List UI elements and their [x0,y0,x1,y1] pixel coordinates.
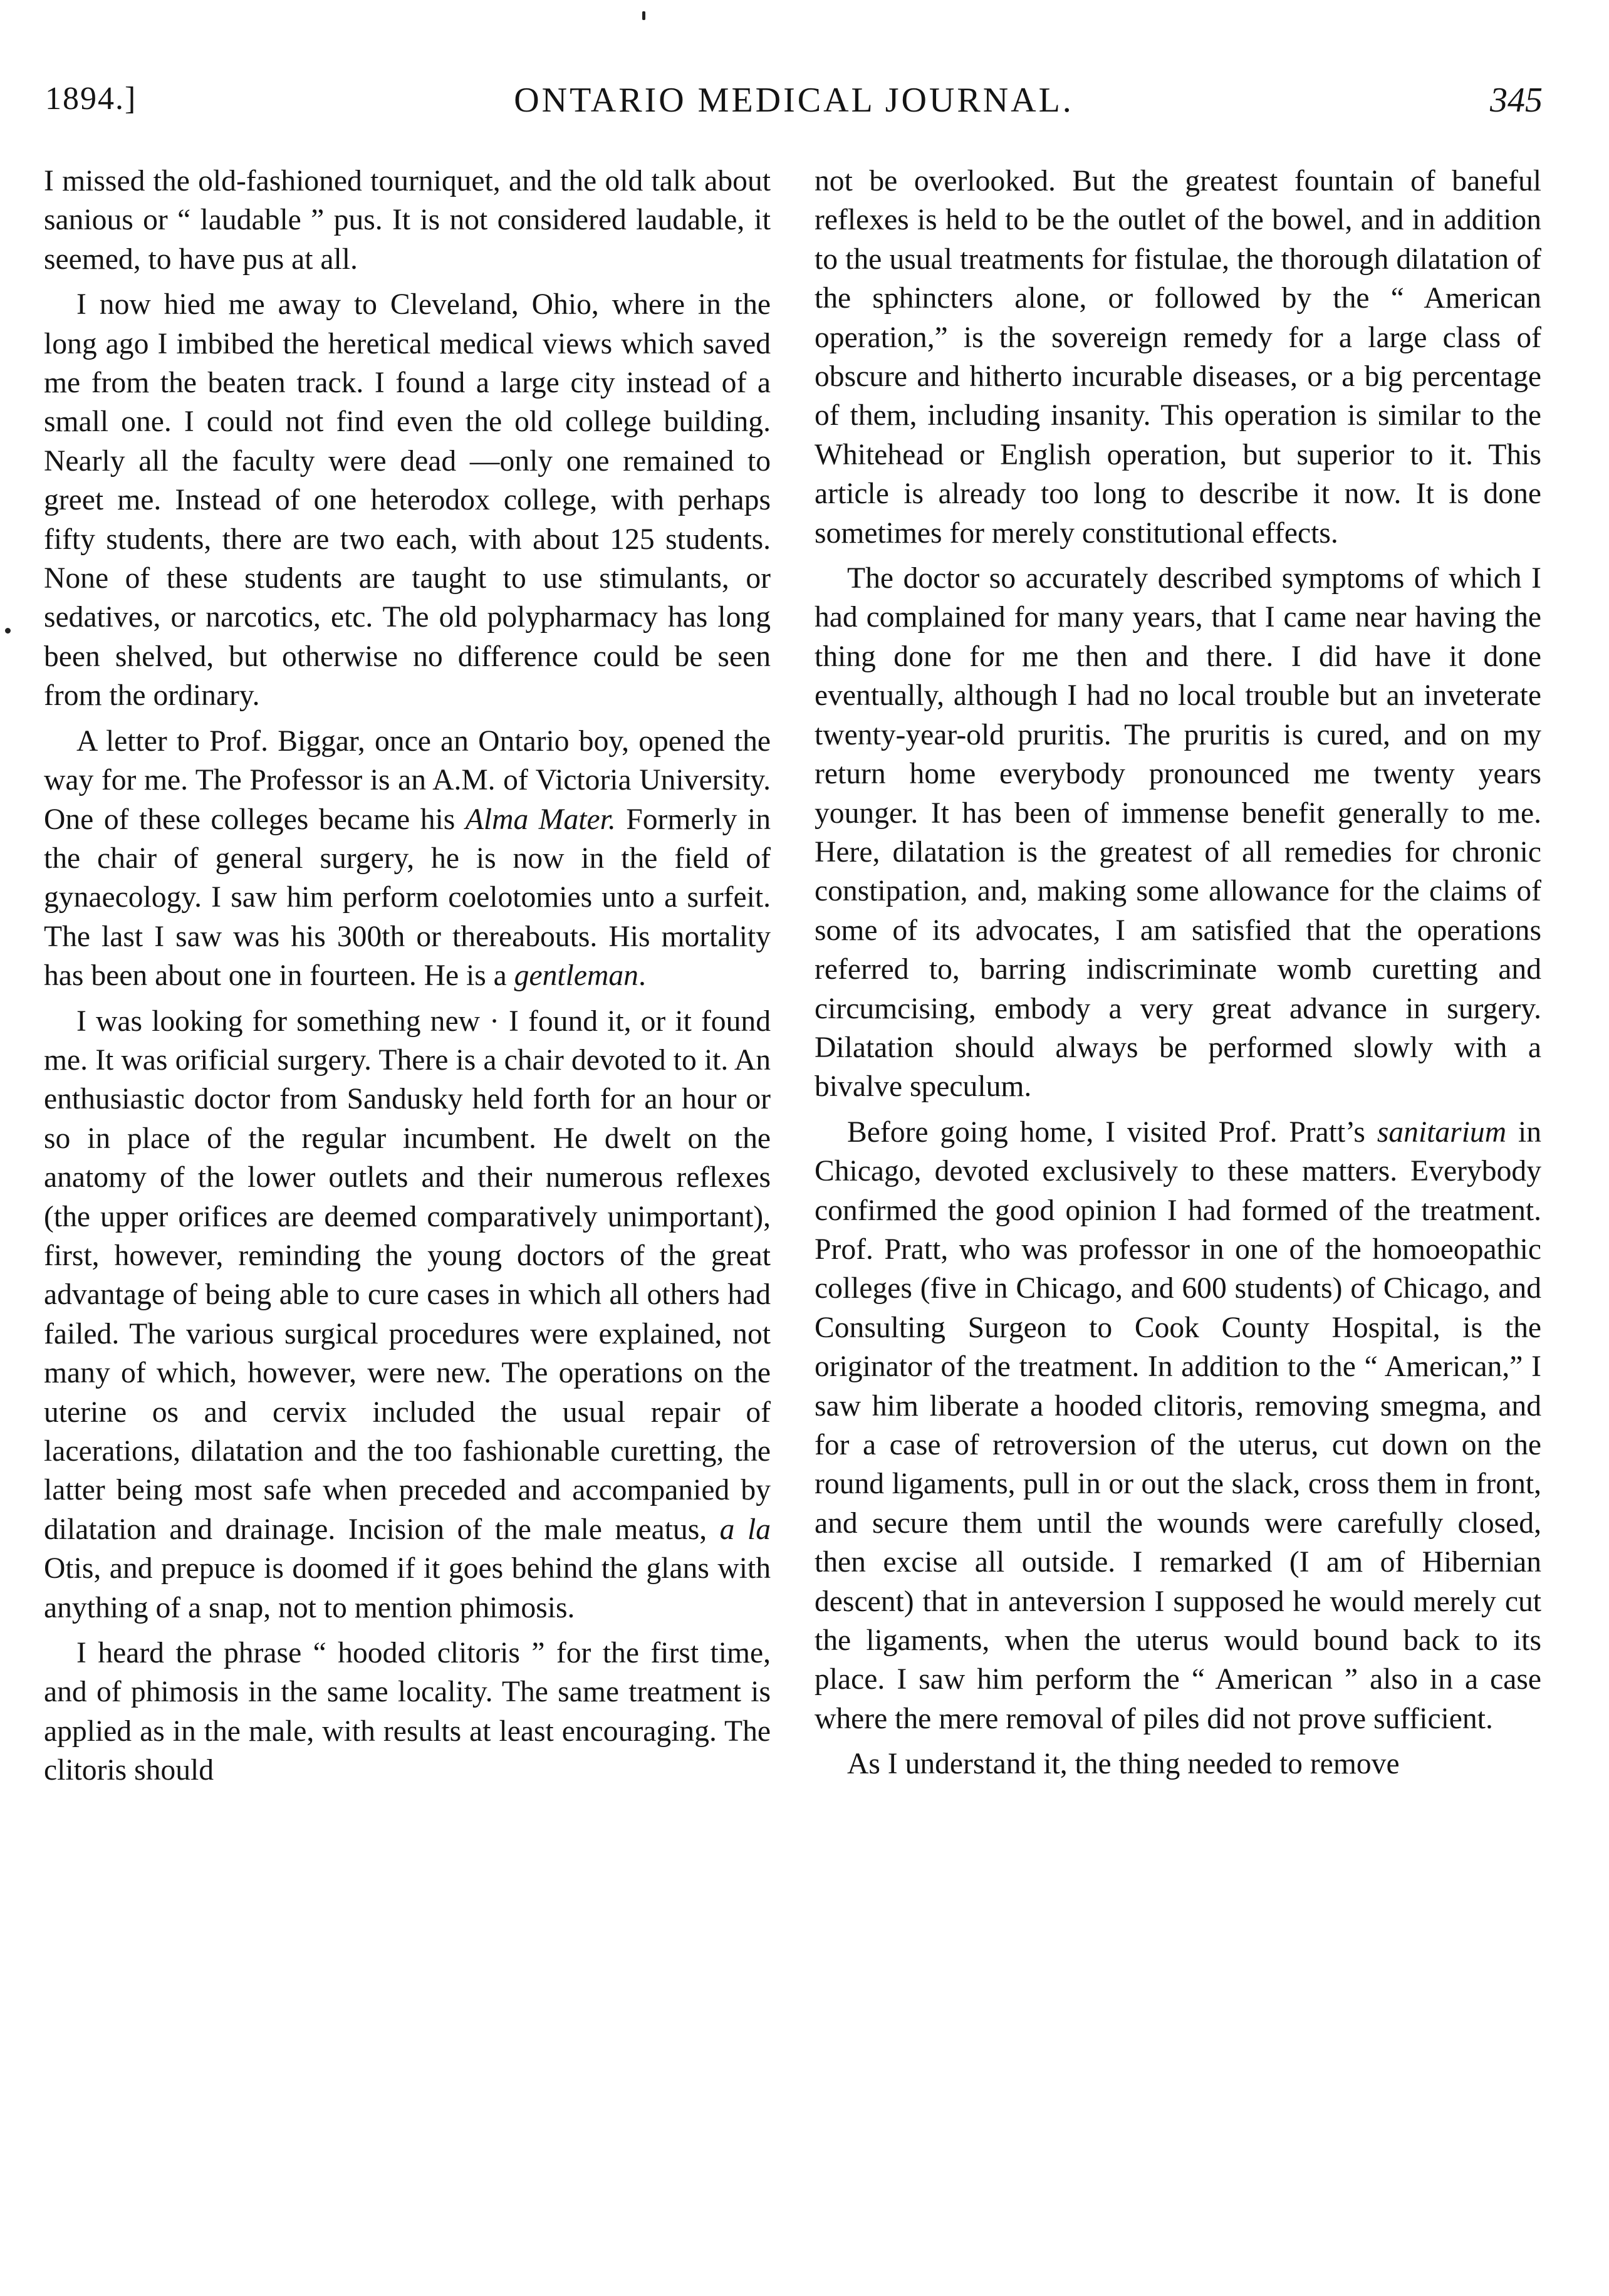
page-number: 345 [1490,81,1543,120]
italic-text: sanitarium [1377,1115,1507,1149]
text-span: I was looking for something new · I found it, or it found me. It was orificial surgery. There is a chair devoted to it. An enthusiastic doctor from Sandusky held forth for an hour or so in place of the regular incumbent. He dwelt on the anatomy of the lower outlets and their numerous reflexes (the upper orifices are deemed comparatively unimportant), first, however, reminding the young doctors of the great advantage of being able to cure cases in which all others had failed. The various surgical procedures were explained, not many of which, however, were new. The operations on the uterine os and cervix included the usual repair of lacerations, dilatation and the too fashionable curetting, the latter being most safe when preceded and accompanied by dilatation and drainage. Incision of the male meatus, [44,1004,771,1546]
print-speck [642,11,645,20]
text-span: Before going home, I visited Prof. Pratt’s [847,1115,1377,1149]
text-span: Formerly in the chair of general surgery, he is now in the field of gynaecology. I saw him perform coelotomies unto a surfeit. The last I saw was his 300th or thereabouts. His mortality has been about one in fourteen. He is a [44,803,771,993]
header-year: 1894.] [45,81,137,117]
italic-text: a la [719,1513,771,1546]
journal-title: ONTARIO MEDICAL JOURNAL. [514,81,1074,120]
text-span: A letter to Prof. Biggar, once an Ontario boy, opened the way for me. The Professor is an A.M. of Victoria University. One of these colleges became his [44,724,771,836]
italic-text: Alma Mater. [465,803,616,836]
italic-text: gentleman [514,959,638,993]
paragraph: As I understand it, the thing needed to remove [847,1748,1400,1781]
paragraph: I missed the old-fashioned tourniquet, and the old talk about sanious or “ laudable ” pus. It is not considered laudable, it seemed, to have pus at all. [44,165,771,276]
left-column [44,162,771,1790]
running-header [45,80,1543,137]
margin-mark [5,628,11,634]
text-span: Otis, and prepuce is doomed if it goes behind the glans with anything of a snap, not to mention phimosis. [44,1552,771,1624]
right-column [815,162,1541,1784]
paragraph: I heard the phrase “ hooded clitoris ” for the first time, and of phimosis in the same locality. The same treatment is applied as in the male, with results at least encouraging. The clitoris should [44,1637,771,1787]
paragraph: The doctor so accurately described symptoms of which I had complained for many years, that I came near having the thing done for me then and there. I did have it done eventually, although I had no local trouble but an inveterate twenty-year-old pruritis. The pruritis is cured, and on my return home everybody pronounced me twenty years younger. It has been of immense benefit generally to me. Here, dilatation is the greatest of all remedies for chronic constipation, and, making some allowance for the claims of some of its advocates, I am satisfied that the operations referred to, barring indiscriminate womb curetting and circumcising, embody a very great advance in surgery. Dilatation should always be performed slowly with a bivalve speculum. [815,562,1541,1104]
text-span: in Chicago, devoted exclusively to these matters. Everybody confirmed the good opinion I had formed of the treatment. Prof. Pratt, who was professor in one of the homoeopathic colleges (five in Chicago, and 600 students) of Chicago, and Consulting Surgeon to Cook County Hospital, is the originator of the treatment. In addition to the “ American,” I saw him liberate a hooded clitoris, removing smegma, and for a case of retroversion of the uterus, cut down on the round ligaments, pull in or out the slack, cross them in front, and secure them until the wounds were carefully closed, then excise all outside. I remarked (I am of Hibernian descent) that in anteversion I supposed he would merely cut the ligaments, when the uterus would bound back to its place. I saw him perform the “ American ” also in a case where the mere removal of piles did not prove sufficient. [815,1115,1541,1735]
text-span: . [638,959,646,993]
paragraph: I now hied me away to Cleveland, Ohio, where in the long ago I imbibed the heretical medical views which saved me from the beaten track. I found a large city instead of a small one. I could not find even the old college building. Nearly all the faculty were dead —only one remained to greet me. Instead of one heterodox college, with perhaps fifty students, there are two each, with about 125 students. None of these students are taught to use stimulants, or sedatives, or narcotics, etc. The old polypharmacy has long been shelved, but otherwise no difference could be seen from the ordinary. [44,288,771,712]
paragraph: not be overlooked. But the greatest fountain of baneful reflexes is held to be the outlet of the bowel, and in addition to the usual treatments for fistulae, the thorough dilatation of the sphincters alone, or followed by the “ American operation,” is the sovereign remedy for a large class of obscure and hitherto incurable diseases, or a big percentage of them, including insanity. This operation is similar to the Whitehead or English operation, but superior to it. This article is already too long to describe it now. It is done sometimes for merely constitutional effects. [815,165,1541,550]
paragraph [44,722,771,996]
paragraph [44,1002,771,1628]
paragraph [815,1113,1541,1739]
